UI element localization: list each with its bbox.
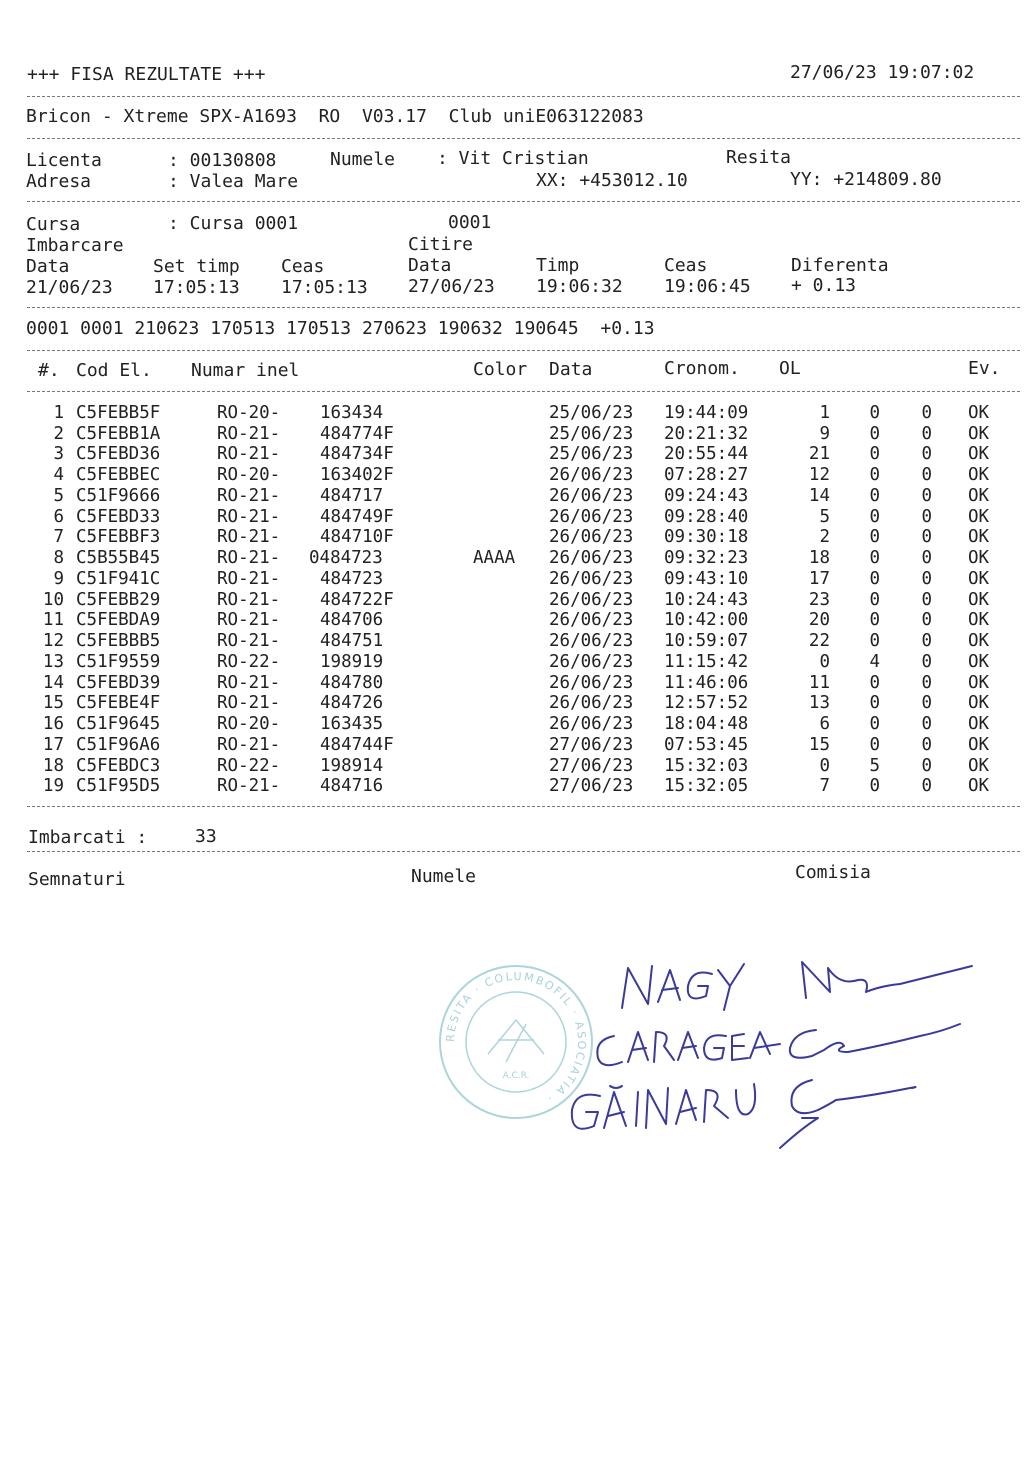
th-color: Color bbox=[473, 359, 528, 380]
ol-value: 11 bbox=[808, 673, 830, 693]
ring-number: 198914 bbox=[320, 756, 384, 776]
count-c: 0 bbox=[921, 590, 932, 610]
val-ceas-imbarcare: 17:05:13 bbox=[281, 277, 368, 298]
ring-prefix: RO-21- bbox=[217, 735, 281, 755]
ol-value: 12 bbox=[808, 465, 830, 485]
count-c: 0 bbox=[921, 548, 932, 568]
count-c: 0 bbox=[921, 652, 932, 672]
count-b: 0 bbox=[869, 569, 880, 589]
count-c: 0 bbox=[921, 403, 932, 423]
electronic-code: C51F96A6 bbox=[76, 735, 161, 755]
table-row bbox=[0, 735, 1024, 756]
numele-label: Numele bbox=[330, 149, 396, 170]
ring-number: 484717 bbox=[320, 486, 384, 506]
row-number: 16 bbox=[42, 714, 64, 734]
electronic-code: C51F95D5 bbox=[76, 776, 161, 796]
count-b: 0 bbox=[869, 735, 880, 755]
count-b: 0 bbox=[869, 631, 880, 651]
row-number: 12 bbox=[42, 631, 64, 651]
arrival-date: 27/06/23 bbox=[549, 776, 634, 796]
divider bbox=[27, 307, 1020, 308]
count-c: 0 bbox=[921, 569, 932, 589]
ring-number: 484722F bbox=[320, 590, 394, 610]
val-set-timp: 17:05:13 bbox=[153, 277, 240, 298]
ring-prefix: RO-22- bbox=[217, 652, 281, 672]
count-c: 0 bbox=[921, 776, 932, 796]
row-number: 1 bbox=[53, 403, 64, 423]
divider bbox=[27, 96, 1020, 97]
ring-prefix: RO-22- bbox=[217, 756, 281, 776]
count-c: 0 bbox=[921, 527, 932, 547]
col-set-timp: Set timp bbox=[153, 256, 240, 277]
electronic-code: C51F9645 bbox=[76, 714, 161, 734]
ring-number: 484751 bbox=[320, 631, 384, 651]
count-b: 0 bbox=[869, 590, 880, 610]
table-row bbox=[0, 610, 1024, 631]
electronic-code: C5FEBB1A bbox=[76, 424, 161, 444]
arrival-date: 26/06/23 bbox=[549, 631, 634, 651]
count-b: 0 bbox=[869, 693, 880, 713]
ring-number: 0484723 bbox=[309, 548, 383, 568]
cursa-code: 0001 bbox=[448, 212, 492, 233]
adresa-value: : Valea Mare bbox=[168, 171, 299, 192]
row-number: 15 bbox=[42, 693, 64, 713]
count-c: 0 bbox=[921, 444, 932, 464]
event-status: OK bbox=[968, 403, 990, 423]
semnaturi-label: Semnaturi bbox=[28, 869, 126, 890]
ol-value: 17 bbox=[808, 569, 830, 589]
arrival-time: 09:43:10 bbox=[664, 569, 749, 589]
event-status: OK bbox=[968, 756, 990, 776]
cursa-label: Cursa bbox=[26, 214, 81, 235]
ring-number: 484744F bbox=[320, 735, 394, 755]
count-b: 0 bbox=[869, 548, 880, 568]
event-status: OK bbox=[968, 714, 990, 734]
count-c: 0 bbox=[921, 610, 932, 630]
citire-label: Citire bbox=[408, 234, 474, 255]
numele-footer-label: Numele bbox=[411, 866, 477, 887]
count-c: 0 bbox=[921, 465, 932, 485]
electronic-code: C5FEBDC3 bbox=[76, 756, 161, 776]
event-status: OK bbox=[968, 776, 990, 796]
arrival-date: 26/06/23 bbox=[549, 610, 634, 630]
arrival-date: 26/06/23 bbox=[549, 548, 634, 568]
ring-number: 484726 bbox=[320, 693, 384, 713]
col-data-imbarcare: Data bbox=[26, 256, 70, 277]
arrival-date: 26/06/23 bbox=[549, 652, 634, 672]
cursa-value: : Cursa 0001 bbox=[168, 213, 299, 234]
svg-text:A.C.R.: A.C.R. bbox=[502, 1071, 530, 1081]
row-number: 2 bbox=[53, 424, 64, 444]
owner-city: Resita bbox=[726, 147, 792, 168]
arrival-date: 26/06/23 bbox=[549, 465, 634, 485]
table-row bbox=[0, 714, 1024, 735]
arrival-date: 26/06/23 bbox=[549, 673, 634, 693]
col-ceas-citire: Ceas bbox=[664, 255, 708, 276]
divider bbox=[27, 851, 1020, 852]
row-number: 13 bbox=[42, 652, 64, 672]
th-ev: Ev. bbox=[968, 358, 1001, 379]
count-c: 0 bbox=[921, 631, 932, 651]
event-status: OK bbox=[968, 735, 990, 755]
event-status: OK bbox=[968, 507, 990, 527]
ol-value: 1 bbox=[819, 403, 830, 423]
ol-value: 20 bbox=[808, 610, 830, 630]
report-title: +++ FISA REZULTATE +++ bbox=[27, 64, 266, 85]
arrival-time: 09:30:18 bbox=[664, 527, 749, 547]
count-c: 0 bbox=[921, 756, 932, 776]
col-timp: Timp bbox=[536, 255, 580, 276]
ol-value: 15 bbox=[808, 735, 830, 755]
arrival-time: 11:46:06 bbox=[664, 673, 749, 693]
arrival-time: 07:53:45 bbox=[664, 735, 749, 755]
adresa-label: Adresa bbox=[26, 171, 92, 192]
ring-number: 484749F bbox=[320, 507, 394, 527]
event-status: OK bbox=[968, 673, 990, 693]
svg-text:RESITA · COLUMBOFIL · ASOCIATI: RESITA · COLUMBOFIL · ASOCIATIA · bbox=[443, 969, 589, 1106]
ring-prefix: RO-21- bbox=[217, 590, 281, 610]
row-number: 4 bbox=[53, 465, 64, 485]
col-ceas-imbarcare: Ceas bbox=[281, 256, 325, 277]
ring-number: 484780 bbox=[320, 673, 384, 693]
ol-value: 9 bbox=[819, 424, 830, 444]
arrival-time: 11:15:42 bbox=[664, 652, 749, 672]
arrival-time: 18:04:48 bbox=[664, 714, 749, 734]
row-number: 11 bbox=[42, 610, 64, 630]
th-cronom: Cronom. bbox=[664, 358, 740, 379]
count-c: 0 bbox=[921, 424, 932, 444]
arrival-date: 26/06/23 bbox=[549, 693, 634, 713]
count-b: 0 bbox=[869, 403, 880, 423]
licenta-value: : 00130808 bbox=[168, 150, 277, 171]
arrival-time: 15:32:03 bbox=[664, 756, 749, 776]
electronic-code: C5FEBB29 bbox=[76, 590, 161, 610]
row-number: 9 bbox=[53, 569, 64, 589]
ring-number: 484706 bbox=[320, 610, 384, 630]
count-b: 0 bbox=[869, 673, 880, 693]
col-diferenta: Diferenta bbox=[791, 255, 889, 276]
arrival-date: 26/06/23 bbox=[549, 527, 634, 547]
count-b: 0 bbox=[869, 486, 880, 506]
arrival-time: 10:42:00 bbox=[664, 610, 749, 630]
event-status: OK bbox=[968, 527, 990, 547]
row-number: 18 bbox=[42, 756, 64, 776]
arrival-time: 07:28:27 bbox=[664, 465, 749, 485]
table-row bbox=[0, 403, 1024, 424]
table-row bbox=[0, 652, 1024, 673]
electronic-code: C5FEBD39 bbox=[76, 673, 161, 693]
commission-signatures bbox=[540, 940, 980, 1160]
ol-value: 0 bbox=[819, 756, 830, 776]
electronic-code: C5FEBBB5 bbox=[76, 631, 161, 651]
table-row bbox=[0, 756, 1024, 777]
arrival-time: 09:28:40 bbox=[664, 507, 749, 527]
count-c: 0 bbox=[921, 673, 932, 693]
divider bbox=[27, 350, 1020, 351]
ring-number: 163434 bbox=[320, 403, 384, 423]
electronic-code: C51F9559 bbox=[76, 652, 161, 672]
ring-number: 484734F bbox=[320, 444, 394, 464]
electronic-code: C5FEBE4F bbox=[76, 693, 161, 713]
row-number: 7 bbox=[53, 527, 64, 547]
ring-prefix: RO-21- bbox=[217, 776, 281, 796]
th-data: Data bbox=[549, 359, 593, 380]
count-b: 0 bbox=[869, 444, 880, 464]
table-row bbox=[0, 444, 1024, 465]
event-status: OK bbox=[968, 590, 990, 610]
th-cod: Cod El. bbox=[76, 360, 152, 381]
ring-prefix: RO-21- bbox=[217, 507, 281, 527]
ring-prefix: RO-21- bbox=[217, 610, 281, 630]
count-c: 0 bbox=[921, 486, 932, 506]
ring-prefix: RO-20- bbox=[217, 403, 281, 423]
count-b: 0 bbox=[869, 424, 880, 444]
col-data-citire: Data bbox=[408, 255, 452, 276]
divider bbox=[27, 391, 1020, 392]
event-status: OK bbox=[968, 652, 990, 672]
licenta-label: Licenta bbox=[26, 150, 102, 171]
table-row bbox=[0, 673, 1024, 694]
ring-prefix: RO-20- bbox=[217, 465, 281, 485]
race-summary-line: 0001 0001 210623 170513 170513 270623 190632 190645 +0.13 bbox=[26, 318, 655, 339]
arrival-date: 26/06/23 bbox=[549, 569, 634, 589]
ring-number: 163402F bbox=[320, 465, 394, 485]
count-b: 0 bbox=[869, 610, 880, 630]
event-status: OK bbox=[968, 465, 990, 485]
ring-prefix: RO-21- bbox=[217, 631, 281, 651]
arrival-date: 26/06/23 bbox=[549, 714, 634, 734]
ring-prefix: RO-21- bbox=[217, 548, 281, 568]
row-number: 17 bbox=[42, 735, 64, 755]
count-b: 0 bbox=[869, 776, 880, 796]
arrival-time: 12:57:52 bbox=[664, 693, 749, 713]
ol-value: 6 bbox=[819, 714, 830, 734]
table-row bbox=[0, 693, 1024, 714]
ol-value: 5 bbox=[819, 507, 830, 527]
ring-prefix: RO-21- bbox=[217, 444, 281, 464]
electronic-code: C51F941C bbox=[76, 569, 161, 589]
ring-prefix: RO-21- bbox=[217, 569, 281, 589]
arrival-time: 09:24:43 bbox=[664, 486, 749, 506]
ring-number: 163435 bbox=[320, 714, 384, 734]
event-status: OK bbox=[968, 486, 990, 506]
arrival-date: 27/06/23 bbox=[549, 756, 634, 776]
electronic-code: C5FEBD33 bbox=[76, 507, 161, 527]
table-row bbox=[0, 548, 1024, 569]
electronic-code: C51F9666 bbox=[76, 486, 161, 506]
divider bbox=[27, 138, 1020, 139]
coord-yy: YY: +214809.80 bbox=[790, 169, 942, 190]
arrival-date: 26/06/23 bbox=[549, 507, 634, 527]
ol-value: 22 bbox=[808, 631, 830, 651]
comisia-label: Comisia bbox=[795, 862, 871, 883]
electronic-code: C5FEBBEC bbox=[76, 465, 161, 485]
row-number: 8 bbox=[53, 548, 64, 568]
ring-prefix: RO-21- bbox=[217, 424, 281, 444]
event-status: OK bbox=[968, 569, 990, 589]
numele-value: : Vit Cristian bbox=[437, 148, 589, 169]
ol-value: 7 bbox=[819, 776, 830, 796]
arrival-time: 10:59:07 bbox=[664, 631, 749, 651]
ring-prefix: RO-20- bbox=[217, 714, 281, 734]
count-b: 0 bbox=[869, 507, 880, 527]
event-status: OK bbox=[968, 693, 990, 713]
coord-xx: XX: +453012.10 bbox=[536, 170, 688, 191]
divider bbox=[27, 806, 1020, 807]
count-c: 0 bbox=[921, 507, 932, 527]
val-ceas-citire: 19:06:45 bbox=[664, 276, 751, 297]
arrival-date: 27/06/23 bbox=[549, 735, 634, 755]
arrival-time: 20:55:44 bbox=[664, 444, 749, 464]
arrival-date: 25/06/23 bbox=[549, 444, 634, 464]
electronic-code: C5FEBD36 bbox=[76, 444, 161, 464]
electronic-code: C5B55B45 bbox=[76, 548, 161, 568]
electronic-code: C5FEBBF3 bbox=[76, 527, 161, 547]
table-row bbox=[0, 776, 1024, 797]
arrival-time: 10:24:43 bbox=[664, 590, 749, 610]
table-row bbox=[0, 631, 1024, 652]
count-c: 0 bbox=[921, 735, 932, 755]
event-status: OK bbox=[968, 424, 990, 444]
count-c: 0 bbox=[921, 714, 932, 734]
arrival-time: 15:32:05 bbox=[664, 776, 749, 796]
count-b: 0 bbox=[869, 527, 880, 547]
imbarcati-count: 33 bbox=[195, 826, 217, 847]
row-number: 19 bbox=[42, 776, 64, 796]
table-row bbox=[0, 507, 1024, 528]
ring-number: 484774F bbox=[320, 424, 394, 444]
ol-value: 14 bbox=[808, 486, 830, 506]
val-data-imbarcare: 21/06/23 bbox=[26, 277, 113, 298]
electronic-code: C5FEBB5F bbox=[76, 403, 161, 423]
event-status: OK bbox=[968, 610, 990, 630]
count-b: 0 bbox=[869, 465, 880, 485]
imbarcare-label: Imbarcare bbox=[26, 235, 124, 256]
table-row bbox=[0, 486, 1024, 507]
val-data-citire: 27/06/23 bbox=[408, 276, 495, 297]
table-row bbox=[0, 527, 1024, 548]
device-line: Bricon - Xtreme SPX-A1693 RO V03.17 Club uniE063122083 bbox=[26, 106, 644, 127]
th-numar: Numar inel bbox=[191, 360, 300, 381]
arrival-time: 20:21:32 bbox=[664, 424, 749, 444]
ring-prefix: RO-21- bbox=[217, 693, 281, 713]
arrival-date: 26/06/23 bbox=[549, 590, 634, 610]
table-row bbox=[0, 424, 1024, 445]
ring-number: 198919 bbox=[320, 652, 384, 672]
event-status: OK bbox=[968, 548, 990, 568]
arrival-date: 25/06/23 bbox=[549, 424, 634, 444]
row-number: 6 bbox=[53, 507, 64, 527]
row-number: 5 bbox=[53, 486, 64, 506]
th-ol: OL bbox=[779, 358, 801, 379]
event-status: OK bbox=[968, 444, 990, 464]
ol-value: 23 bbox=[808, 590, 830, 610]
ol-value: 0 bbox=[819, 652, 830, 672]
row-number: 14 bbox=[42, 673, 64, 693]
divider bbox=[27, 201, 1020, 202]
arrival-date: 25/06/23 bbox=[549, 403, 634, 423]
val-diferenta: + 0.13 bbox=[791, 275, 857, 296]
count-c: 0 bbox=[921, 693, 932, 713]
row-number: 3 bbox=[53, 444, 64, 464]
ring-prefix: RO-21- bbox=[217, 486, 281, 506]
electronic-code: C5FEBDA9 bbox=[76, 610, 161, 630]
arrival-time: 09:32:23 bbox=[664, 548, 749, 568]
ol-value: 18 bbox=[808, 548, 830, 568]
ring-number: 484723 bbox=[320, 569, 384, 589]
table-row bbox=[0, 569, 1024, 590]
row-number: 10 bbox=[42, 590, 64, 610]
count-b: 5 bbox=[869, 756, 880, 776]
color-code: AAAA bbox=[473, 548, 516, 568]
arrival-time: 19:44:09 bbox=[664, 403, 749, 423]
table-row bbox=[0, 590, 1024, 611]
table-row bbox=[0, 465, 1024, 486]
ol-value: 21 bbox=[808, 444, 830, 464]
ring-prefix: RO-21- bbox=[217, 673, 281, 693]
count-b: 0 bbox=[869, 714, 880, 734]
ring-number: 484716 bbox=[320, 776, 384, 796]
arrival-date: 26/06/23 bbox=[549, 486, 634, 506]
event-status: OK bbox=[968, 631, 990, 651]
imbarcati-label: Imbarcati : bbox=[28, 827, 148, 848]
printed-timestamp: 27/06/23 19:07:02 bbox=[790, 62, 975, 83]
val-timp: 19:06:32 bbox=[536, 276, 623, 297]
ring-prefix: RO-21- bbox=[217, 527, 281, 547]
ol-value: 2 bbox=[819, 527, 830, 547]
ring-number: 484710F bbox=[320, 527, 394, 547]
ol-value: 13 bbox=[808, 693, 830, 713]
th-nr: #. bbox=[38, 360, 60, 381]
count-b: 4 bbox=[869, 652, 880, 672]
